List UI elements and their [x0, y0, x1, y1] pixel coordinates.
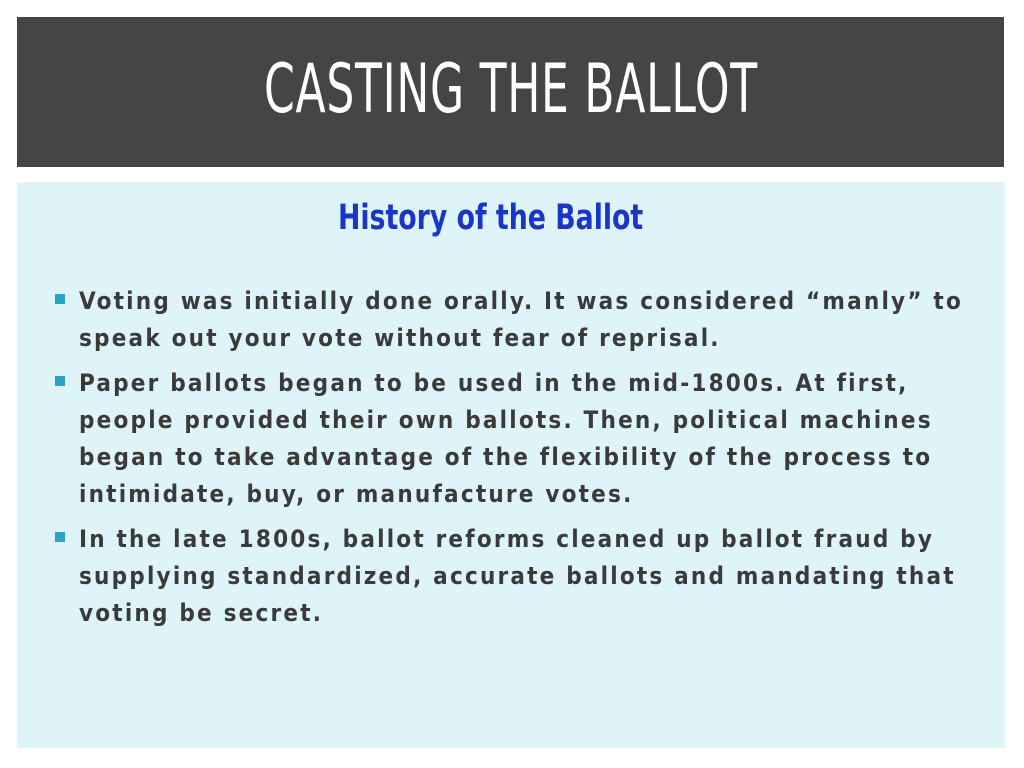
- title-bar: [17, 17, 1004, 167]
- bullet-text: Voting was initially done orally. It was considered “manly” to speak out your vote without fear of reprisal.: [79, 287, 963, 352]
- slide-subtitle: [17, 198, 1005, 238]
- bullet-list: [55, 283, 985, 640]
- square-bullet-icon: [55, 294, 65, 304]
- bullet-text: In the late 1800s, ballot reforms cleaned up ballot fraud by supplying standardized, accurate ballots and mandating that voting be secret.: [79, 525, 956, 627]
- slide-subtitle-text: History of the Ballot: [338, 198, 644, 238]
- bullet-text: Paper ballots began to be used in the mid-1800s. At first, people provided their own ballots. Then, political machines began to take advantage of the flexibility of the process to intimidate, buy, or manufacture votes.: [79, 369, 933, 508]
- square-bullet-icon: [55, 532, 65, 542]
- bullet-item: [55, 521, 985, 632]
- content-panel: [17, 182, 1005, 748]
- square-bullet-icon: [55, 376, 65, 386]
- bullet-item: [55, 365, 985, 513]
- bullet-item: [55, 283, 985, 357]
- slide-title: CASTING THE BALLOT: [263, 49, 758, 129]
